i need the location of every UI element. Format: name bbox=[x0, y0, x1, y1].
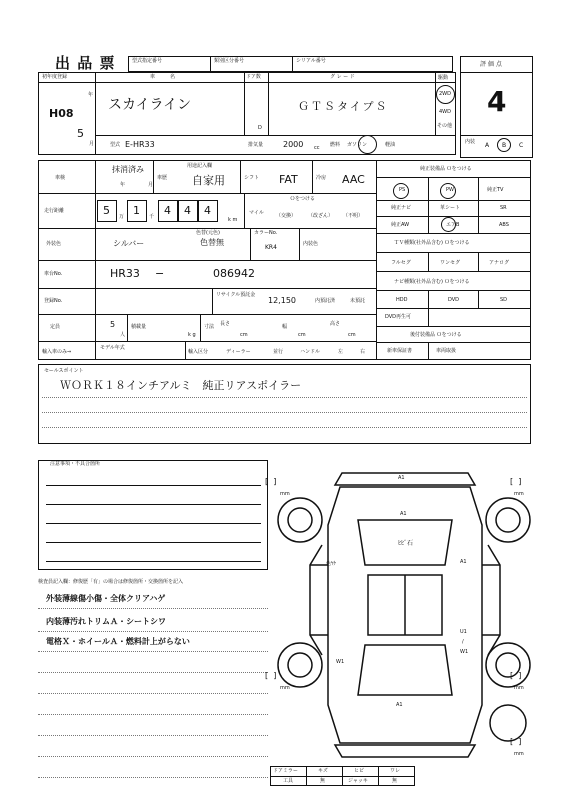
mile-label: マイル bbox=[249, 210, 264, 216]
color-no-value: KR4 bbox=[265, 244, 277, 251]
mileage-digit-2: 1 bbox=[133, 204, 140, 217]
model-value: E-HR33 bbox=[125, 140, 155, 149]
damage-slash: / bbox=[462, 639, 464, 645]
mileage-opt-tamper: （改ざん） bbox=[308, 213, 334, 219]
damage-u1-right: U1 bbox=[460, 629, 467, 635]
capacity-label: 定員 bbox=[50, 324, 61, 330]
tv-oneseg: ワンセグ bbox=[440, 260, 461, 266]
sales-point-text: ＷＯＲＫ１８インチアルミ 純正リアスポイラー bbox=[60, 379, 302, 392]
note-line-3: 電格Ｘ・ホイールＡ・燃料計上がらない bbox=[46, 637, 190, 646]
drive-4wd: 4WD bbox=[439, 109, 451, 115]
color-change-label: 色替(元色) bbox=[196, 230, 220, 236]
damage-a1-hood: A1 bbox=[400, 511, 407, 517]
load-kg: k g bbox=[188, 332, 196, 338]
interior-b: B bbox=[502, 142, 507, 149]
score-value: 4 bbox=[487, 85, 507, 118]
chassis-number: 086942 bbox=[213, 267, 255, 280]
mileage-digit-3: 4 bbox=[164, 204, 171, 217]
drive-2wd-circle bbox=[436, 85, 455, 104]
drive-label: 駆動 bbox=[438, 75, 449, 81]
handle-right: 右 bbox=[360, 349, 366, 355]
recycle-label: リサイクル預託金 bbox=[216, 292, 256, 298]
name-label: 車 名 bbox=[150, 74, 176, 80]
history-label: 車歴 bbox=[157, 175, 168, 181]
legend-h3: ヒビ bbox=[354, 768, 365, 774]
chassis-dash: − bbox=[155, 267, 165, 280]
fuel-gas-circle bbox=[358, 135, 377, 154]
mileage-opt-exchange: （交換） bbox=[276, 213, 297, 219]
import-dealer: ディーラー bbox=[226, 349, 251, 355]
mileage-km: k m bbox=[228, 217, 238, 223]
serial-label: シリアル番号 bbox=[296, 58, 326, 64]
color-label: 外装色 bbox=[46, 241, 62, 247]
mm-label-fl: mm bbox=[280, 491, 290, 497]
legend-v2: 無 bbox=[320, 778, 326, 784]
dims-label: 寸法 bbox=[204, 324, 215, 330]
mm-label-spare: mm bbox=[514, 751, 524, 757]
purpose-label: 用途記入欄 bbox=[187, 163, 213, 169]
shift-label: シフト bbox=[244, 175, 260, 181]
equip-navi: 純正ナビ bbox=[391, 205, 412, 211]
damage-w1-left: W1 bbox=[336, 659, 345, 665]
navi-dvd: DVD bbox=[448, 297, 460, 303]
header-code-box bbox=[128, 56, 453, 72]
mileage-label: 走行距離 bbox=[44, 208, 65, 214]
mm-label-rr: mm bbox=[514, 685, 524, 691]
sales-point-label: セールスポイント bbox=[44, 368, 84, 374]
color-value: シルバー bbox=[113, 239, 145, 248]
inspection-year-unit: 年 bbox=[120, 182, 126, 188]
cc-unit: cc bbox=[314, 145, 320, 151]
interior-c: C bbox=[519, 142, 524, 149]
legend-v1: 工具 bbox=[283, 778, 294, 784]
ac-value: AAC bbox=[342, 173, 365, 186]
import-parallel: 並行 bbox=[273, 349, 284, 355]
import-type-label: 輸入区分 bbox=[188, 349, 209, 355]
recycle-status-1: 内預託済 bbox=[315, 298, 336, 304]
equip-ps-circle bbox=[393, 183, 409, 199]
damage-w1-right: W1 bbox=[460, 649, 469, 655]
mm-label-rl: mm bbox=[280, 685, 290, 691]
warranty-book: 新車保証書 bbox=[387, 348, 413, 354]
mileage-digit-4: 4 bbox=[184, 204, 191, 217]
fuel-label: 燃料 bbox=[330, 142, 341, 148]
notes-label: 注意事項・不具合箇所 bbox=[50, 461, 101, 467]
inspection-month-unit: 月 bbox=[148, 182, 154, 188]
era-value: H08 bbox=[49, 107, 74, 120]
drive-other: その他 bbox=[437, 123, 453, 129]
legend-h2: キズ bbox=[318, 768, 328, 774]
equip-abs: ABS bbox=[499, 222, 509, 228]
handle-label: ハンドル bbox=[300, 349, 321, 355]
interior-color-label: 内装色 bbox=[303, 241, 319, 247]
car-name: スカイライン bbox=[108, 97, 192, 113]
mm-bracket-fr: [ ] bbox=[510, 477, 522, 486]
interior-b-circle bbox=[497, 138, 511, 152]
model-year-label: モデル年式 bbox=[100, 345, 125, 351]
mm-bracket-spare: [ ] bbox=[510, 737, 522, 746]
month-value: 5 bbox=[77, 127, 84, 140]
equip-airbag: エアB bbox=[446, 222, 460, 228]
circle-note: Ｏをつける bbox=[290, 196, 316, 202]
damage-windshield: ﾋﾋﾞ石 bbox=[398, 540, 414, 547]
note-line-2: 内装薄汚れトリムＡ・シートシワ bbox=[46, 617, 166, 626]
legend-h1: ドアミラー bbox=[273, 768, 298, 774]
note-line-1: 外装薄線傷小傷・全体クリアハゲ bbox=[46, 594, 166, 603]
mileage-unit-sen: 千 bbox=[149, 214, 155, 220]
equip-sr: SR bbox=[500, 205, 507, 211]
legend-v4: 無 bbox=[392, 778, 398, 784]
recycle-value: 12,150 bbox=[268, 296, 296, 305]
equip-ps: PS bbox=[399, 187, 406, 193]
tv-fullseg: フルセグ bbox=[391, 260, 411, 266]
color-no-label: カラーNo. bbox=[254, 230, 278, 236]
shift-value: FAT bbox=[279, 173, 298, 186]
import-label: 輸入車のみ⇒ bbox=[42, 349, 72, 355]
inspector-label: 検査員記入欄：修復歴「有」の場合は修復箇所・交換箇所を記入 bbox=[38, 579, 184, 585]
dim-width-cm: cm bbox=[298, 332, 306, 338]
tv-type-title: ＴＶ種類(社外品含む) Ｏをつける bbox=[394, 240, 470, 246]
mm-bracket-rr: [ ] bbox=[510, 671, 522, 680]
score-label: 評 価 点 bbox=[480, 61, 502, 68]
equip-leather: 革シート bbox=[440, 205, 461, 211]
navi-dvd-player: DVD再生可 bbox=[385, 314, 412, 320]
damage-a1-front: A1 bbox=[398, 475, 405, 481]
equip-airbag-circle bbox=[441, 217, 456, 232]
displacement-value: 2000 bbox=[283, 140, 304, 149]
equipment-title: 純正装備品 Ｏをつける bbox=[420, 166, 472, 172]
type-label: 型式指定番号 bbox=[132, 58, 163, 64]
capacity-value: 5 bbox=[110, 320, 116, 329]
car-damage-diagram bbox=[270, 465, 540, 765]
fuel-oil: 軽油 bbox=[385, 142, 396, 148]
dim-length-cm: cm bbox=[240, 332, 248, 338]
dim-height: 高さ bbox=[330, 321, 341, 327]
fuel-gas: ガソリン bbox=[347, 142, 368, 148]
form-title: 出 品 票 bbox=[55, 54, 116, 72]
month-unit: 月 bbox=[89, 141, 95, 147]
legend-h4: ワレ bbox=[390, 768, 401, 774]
door-d: D bbox=[258, 125, 262, 131]
purpose-value: 自家用 bbox=[192, 174, 225, 187]
mileage-unit-man: 万 bbox=[119, 214, 125, 220]
grade-value: ＧＴＳタイプＳ bbox=[298, 100, 389, 113]
mileage-digit-5: 4 bbox=[204, 204, 211, 217]
category-label: 類別区分番号 bbox=[214, 58, 245, 64]
navi-sd: SD bbox=[500, 297, 508, 303]
equip-aw: 純正AW bbox=[391, 222, 410, 228]
equip-pw: PW bbox=[446, 187, 454, 193]
interior-label: 内装 bbox=[465, 139, 476, 145]
dim-length: 長さ bbox=[220, 321, 231, 327]
extra-equipment-title: 後付装備品 Ｏをつける bbox=[410, 332, 462, 338]
equip-tv: 純正TV bbox=[487, 187, 504, 193]
grade-label: グ レ ー ド bbox=[330, 74, 355, 80]
sales-point-box bbox=[38, 364, 531, 444]
dim-width: 幅 bbox=[282, 324, 288, 330]
load-label: 積載量 bbox=[131, 324, 147, 330]
color-change-value: 色替無 bbox=[200, 238, 224, 247]
inspection-value: 抹消済み bbox=[112, 165, 144, 174]
mm-label-fr: mm bbox=[514, 491, 524, 497]
mileage-opt-unknown: （不明） bbox=[343, 213, 364, 219]
mm-bracket-rl: [ ] bbox=[265, 671, 277, 680]
door-label: ドア数 bbox=[246, 74, 261, 80]
navi-type-title: ナビ種類(社外品含む) Ｏをつける bbox=[394, 279, 470, 285]
ac-label: 冷房 bbox=[316, 175, 327, 181]
year-label: 初年度登録 bbox=[42, 74, 68, 80]
drive-2wd: 2WD bbox=[439, 91, 451, 97]
damage-color-yake: 色ﾔｹ bbox=[326, 561, 337, 567]
legend-v3: ジャッキ bbox=[348, 778, 368, 784]
chassis-label: 車台No. bbox=[44, 271, 63, 277]
handle-left: 左 bbox=[338, 349, 344, 355]
mileage-digit-1: 5 bbox=[103, 204, 110, 217]
dim-height-cm: cm bbox=[348, 332, 356, 338]
inspection-label: 車検 bbox=[55, 175, 66, 181]
notes-box bbox=[38, 460, 268, 570]
interior-a: A bbox=[485, 142, 490, 149]
damage-a1-side: A1 bbox=[460, 559, 467, 565]
year-unit: 年 bbox=[88, 92, 94, 98]
navi-hdd: HDD bbox=[396, 297, 408, 303]
recycle-status-2: 未預託 bbox=[350, 298, 366, 304]
model-label: 型式 bbox=[110, 142, 121, 148]
registration-label: 登録No. bbox=[44, 298, 63, 304]
capacity-unit: 人 bbox=[120, 332, 126, 338]
displacement-label: 排気量 bbox=[248, 142, 264, 148]
equip-pw-circle bbox=[440, 183, 456, 199]
chassis-model: HR33 bbox=[110, 267, 140, 280]
damage-a1-rear: A1 bbox=[396, 702, 403, 708]
owner-manual: 車両取扱 bbox=[436, 348, 457, 354]
mm-bracket-fl: [ ] bbox=[265, 477, 277, 486]
tv-analog: アナログ bbox=[489, 260, 510, 266]
